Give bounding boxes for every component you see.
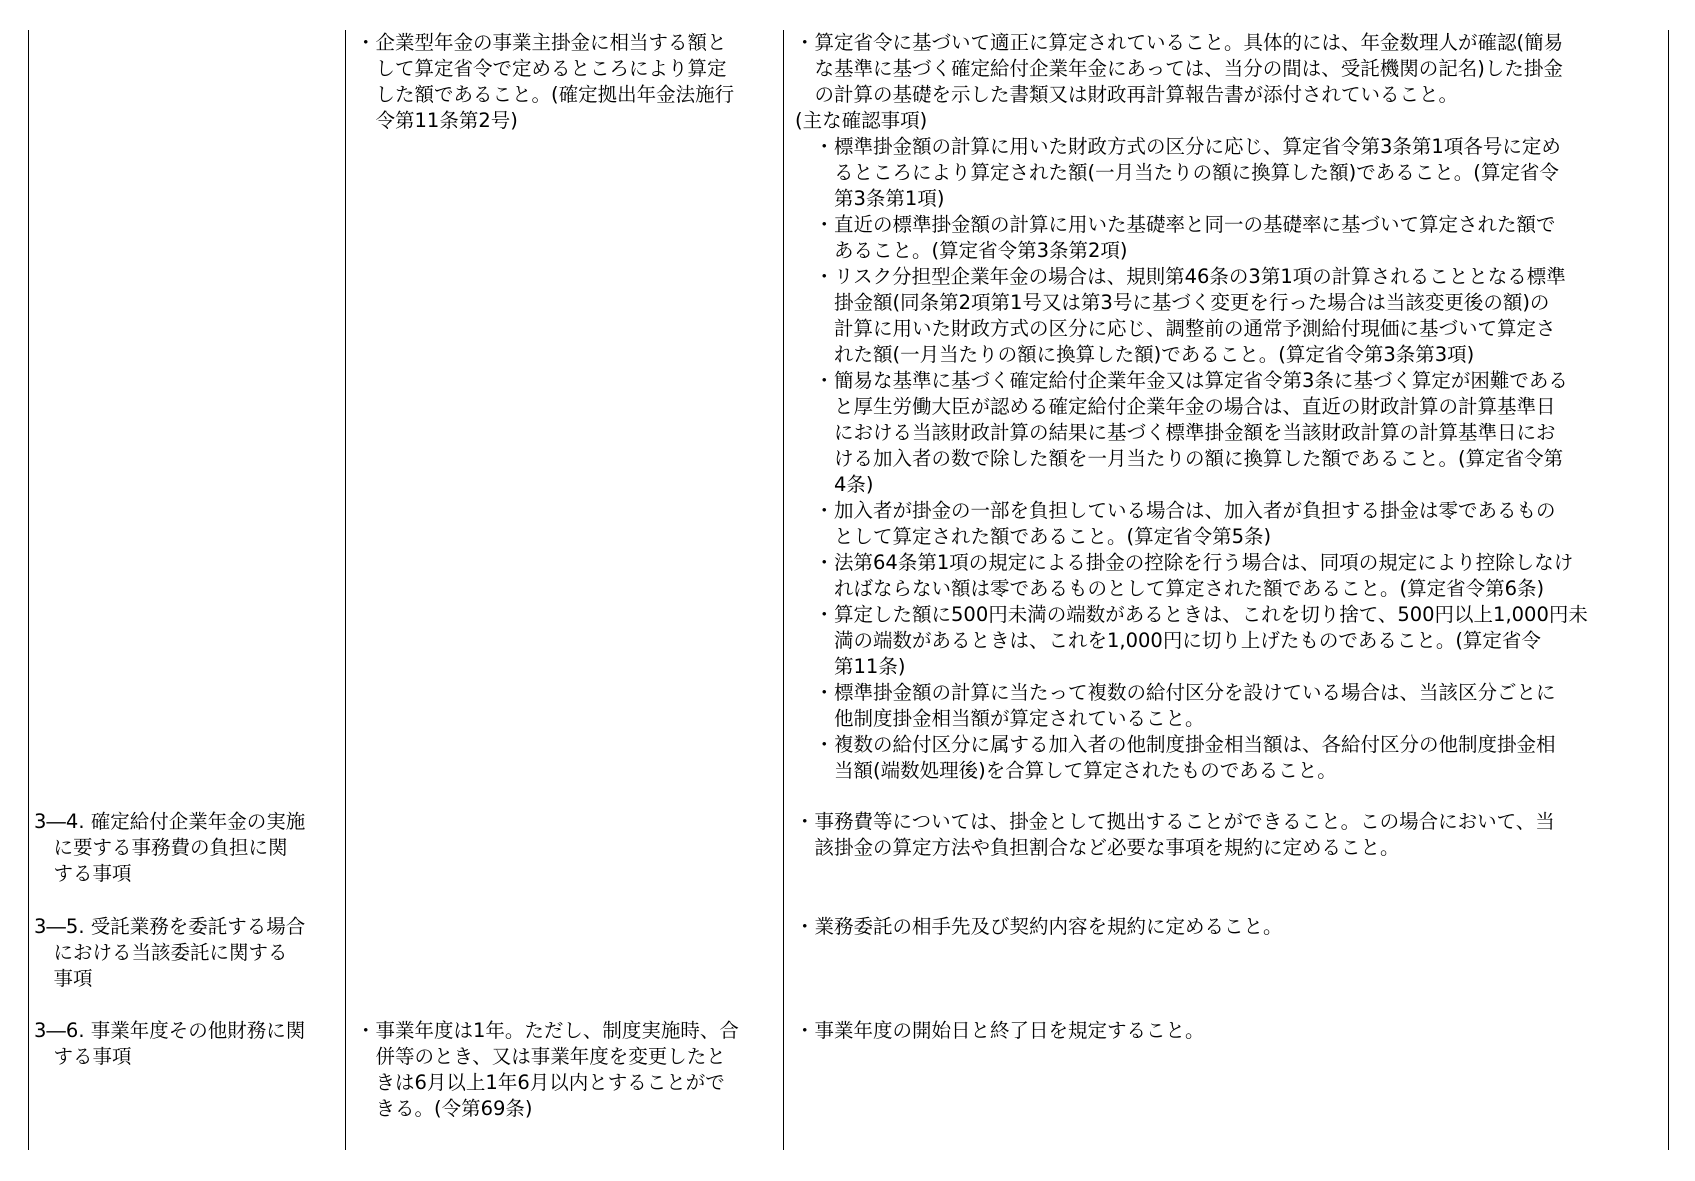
text-line: として算定された額であること。(算定省令第5条): [795, 525, 1272, 548]
text-line: ・簡易な基準に基づく確定給付企業年金又は算定省令第3条に基づく算定が困難である: [795, 369, 1568, 392]
text-line: 他制度掛金相当額が算定されていること。: [795, 707, 1205, 730]
text-line: と厚生労働大臣が認める確定給付企業年金の場合は、直近の財政計算の計算基準日: [795, 395, 1556, 418]
text-line: に要する事務費の負担に関: [34, 836, 288, 859]
text-line: ・事務費等については、掛金として拠出することができること。この場合において、当: [795, 810, 1555, 833]
text-line: 第3条第1項): [795, 187, 945, 210]
right-block-calculation-check: [795, 30, 1588, 784]
column-border-2: [783, 30, 784, 1150]
text-line: ればならない額は零であるものとして算定された額であること。(算定省令第6条): [795, 577, 1545, 600]
text-line: な基準に基づく確定給付企業年金にあっては、当分の間は、受託機関の記名)した掛金: [795, 57, 1563, 80]
text-line: 3―6. 事業年度その他財務に関: [34, 1019, 306, 1042]
text-line: ・算定省令に基づいて適正に算定されていること。具体的には、年金数理人が確認(簡易: [795, 31, 1564, 54]
text-line: ・企業型年金の事業主掛金に相当する額と: [356, 31, 727, 54]
text-line: ・算定した額に500円未満の端数があるときは、これを切り捨て、500円以上1,000円未: [795, 603, 1588, 626]
text-line: ・法第64条第1項の規定による掛金の控除を行う場合は、同項の規定により控除しなけ: [795, 551, 1574, 574]
text-line: きは6月以上1年6月以内とすることがで: [356, 1071, 725, 1094]
column-border-left: [28, 30, 29, 1150]
text-line: 該掛金の算定方法や負担割合など必要な事項を規約に定めること。: [795, 836, 1400, 859]
text-line: ける加入者の数で除した額を一月当たりの額に換算した額であること。(算定省令第: [795, 447, 1564, 470]
left-item-3-5: [34, 914, 305, 992]
text-line: する事項: [34, 1045, 132, 1068]
text-line: あること。(算定省令第3条第2項): [795, 239, 1128, 262]
middle-block-employer-contribution: [356, 30, 734, 134]
text-line: (主な確認事項): [795, 109, 928, 132]
text-line: 併等のとき、又は事業年度を変更したと: [356, 1045, 726, 1068]
left-item-3-4: [34, 809, 305, 887]
text-line: れた額(一月当たりの額に換算した額)であること。(算定省令第3条第3項): [795, 343, 1475, 366]
text-line: 掛金額(同条第2項第1号又は第3号に基づく変更を行った場合は当該変更後の額)の: [795, 291, 1550, 314]
text-line: した額であること。(確定拠出年金法施行: [356, 83, 735, 106]
text-line: ・直近の標準掛金額の計算に用いた基礎率と同一の基礎率に基づいて算定された額で: [795, 213, 1556, 236]
text-line: 事項: [34, 967, 93, 990]
text-line: ・事業年度は1年。ただし、制度実施時、合: [356, 1019, 739, 1042]
text-line: 当額(端数処理後)を合算して算定されたものであること。: [795, 759, 1337, 782]
text-line: して算定省令で定めるところにより算定: [356, 57, 727, 80]
text-line: 3―5. 受託業務を委託する場合: [34, 915, 306, 938]
text-line: ・事業年度の開始日と終了日を規定すること。: [795, 1019, 1205, 1042]
right-block-admin-expenses: [795, 809, 1555, 861]
text-line: 計算に用いた財政方式の区分に応じ、調整前の通常予測給付現価に基づいて算定さ: [795, 317, 1556, 340]
text-line: 令第11条第2号): [356, 109, 518, 132]
text-line: する事項: [34, 862, 132, 885]
right-block-fiscal-year: [795, 1018, 1205, 1044]
text-line: における当該財政計算の結果に基づく標準掛金額を当該財政計算の計算基準日にお: [795, 421, 1556, 444]
left-item-3-6: [34, 1018, 305, 1070]
text-line: ・業務委託の相手先及び契約内容を規約に定めること。: [795, 915, 1283, 938]
column-border-right: [1668, 30, 1669, 1150]
text-line: きる。(令第69条): [356, 1097, 533, 1120]
column-border-1: [345, 30, 346, 1150]
text-line: るところにより算定された額(一月当たりの額に換算した額)であること。(算定省令: [795, 161, 1559, 184]
text-line: 満の端数があるときは、これを1,000円に切り上げたものであること。(算定省令: [795, 629, 1541, 652]
text-line: ・標準掛金額の計算に用いた財政方式の区分に応じ、算定省令第3条第1項各号に定め: [795, 135, 1561, 158]
text-line: の計算の基礎を示した書類又は財政再計算報告書が添付されていること。: [795, 83, 1459, 106]
text-line: ・リスク分担型企業年金の場合は、規則第46条の3第1項の計算されることとなる標準: [795, 265, 1566, 288]
text-line: ・複数の給付区分に属する加入者の他制度掛金相当額は、各給付区分の他制度掛金相: [795, 733, 1556, 756]
right-block-business-outsourcing: [795, 914, 1283, 940]
text-line: 第11条): [795, 655, 906, 678]
middle-block-fiscal-year: [356, 1018, 739, 1122]
text-line: ・加入者が掛金の一部を負担している場合は、加入者が負担する掛金は零であるもの: [795, 499, 1556, 522]
text-line: 3―4. 確定給付企業年金の実施: [34, 810, 306, 833]
text-line: ・標準掛金額の計算に当たって複数の給付区分を設けている場合は、当該区分ごとに: [795, 681, 1556, 704]
text-line: 4条): [795, 473, 874, 496]
text-line: における当該委託に関する: [34, 941, 288, 964]
